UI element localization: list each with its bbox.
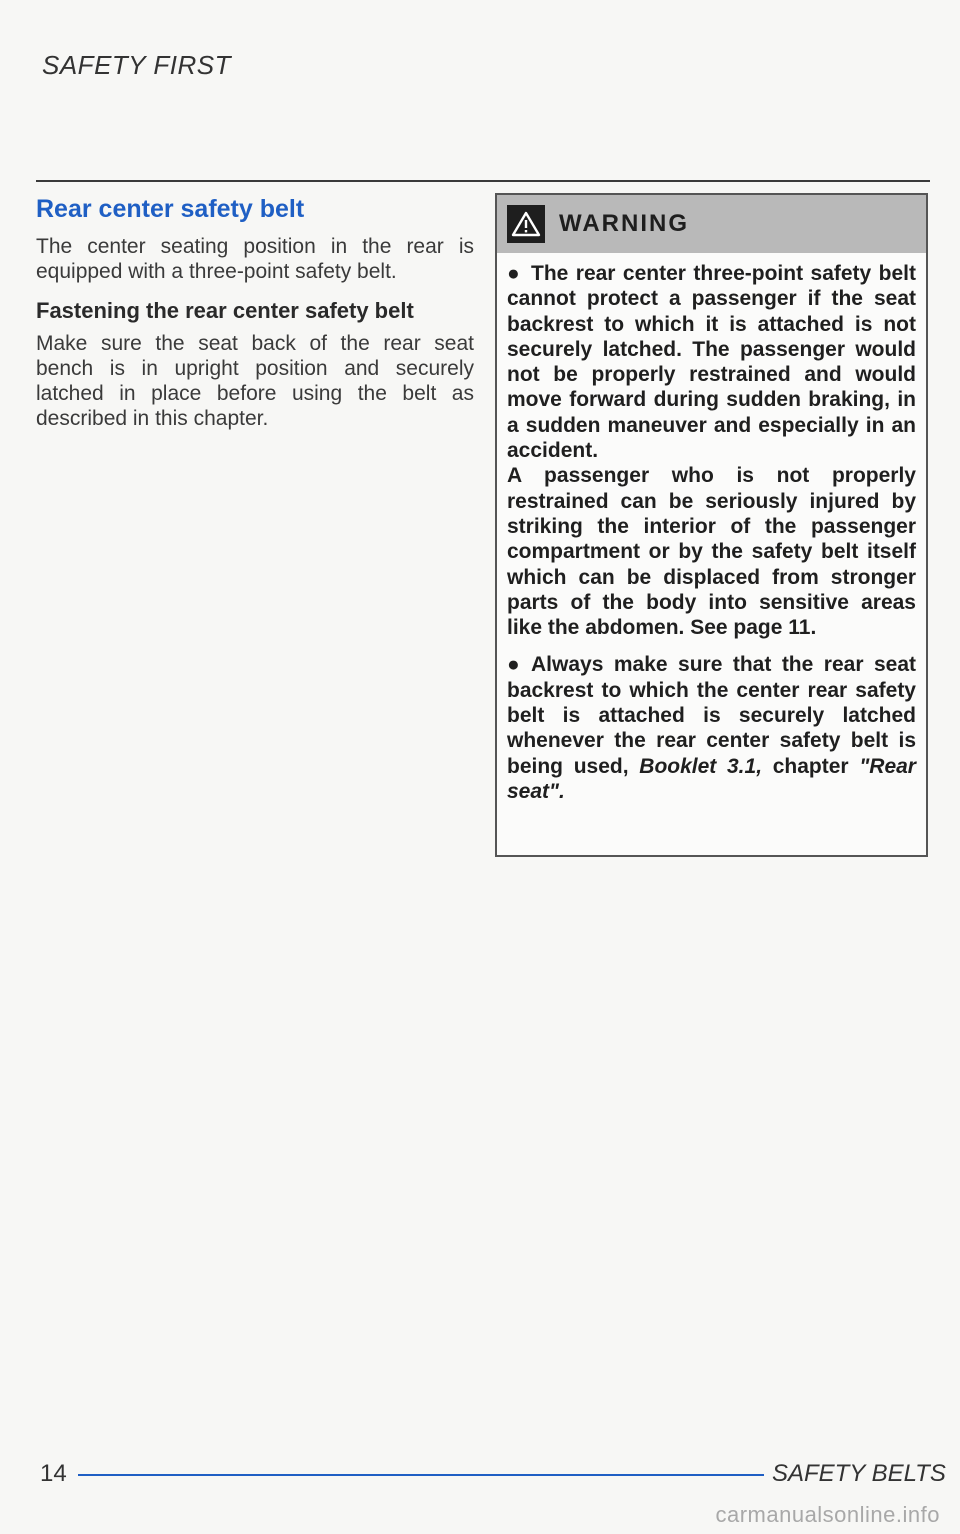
section-title: Rear center safety belt: [36, 195, 305, 223]
chapter-name: "Rear seat".: [507, 754, 916, 803]
warning-body: [497, 253, 926, 804]
footer-divider: [78, 1474, 764, 1476]
warning-triangle-icon: [507, 205, 545, 243]
warning-item-2: [507, 652, 916, 804]
header-divider: [36, 180, 930, 182]
watermark-text: carmanualsonline.info: [715, 1502, 940, 1527]
bullet-icon: ●: [507, 653, 520, 677]
subheading-fastening: Fastening the rear center safety belt: [36, 298, 414, 323]
warning-box: [495, 193, 928, 857]
footer-section-name: SAFETY BELTS: [772, 1460, 946, 1487]
warning-header: [497, 195, 926, 253]
warning-label: WARNING: [559, 210, 689, 237]
page-header-title: SAFETY FIRST: [42, 50, 231, 80]
warning-item-1-continued: A passenger who is not properly restrained can be seriously injured by striking the interior of the passenger compartment or by the safety belt itself which can be displaced from stronger parts of the body into sensitive areas like the abdomen. See page 11.: [507, 464, 916, 640]
body-paragraph: Make sure the seat back of the rear seat bench is in upright position and securely latched in place before using the belt as described in this chapter.: [36, 332, 474, 430]
bullet-icon: ●: [507, 262, 520, 285]
booklet-reference: Booklet 3.1,: [639, 754, 763, 778]
chapter-word: chapter: [772, 754, 849, 778]
warning-item-1-text: The rear center three-point safety belt cannot protect a passenger if the seat backrest to which it is attached is not securely latched. The passenger would not be properly restrained and would move forward during sudden braking, in a sudden maneuver and especially in an accident.: [507, 262, 916, 463]
intro-paragraph: The center seating position in the rear is equipped with a three-point safety belt.: [36, 235, 474, 283]
page-number: 14: [40, 1460, 67, 1487]
left-column: [36, 192, 474, 441]
warning-item-2-text: Always make sure that the rear seat backrest to which the center rear safety belt is attached is securely latched whenever the rear center safety belt is being used,: [507, 653, 916, 778]
warning-item-1: [507, 261, 916, 640]
